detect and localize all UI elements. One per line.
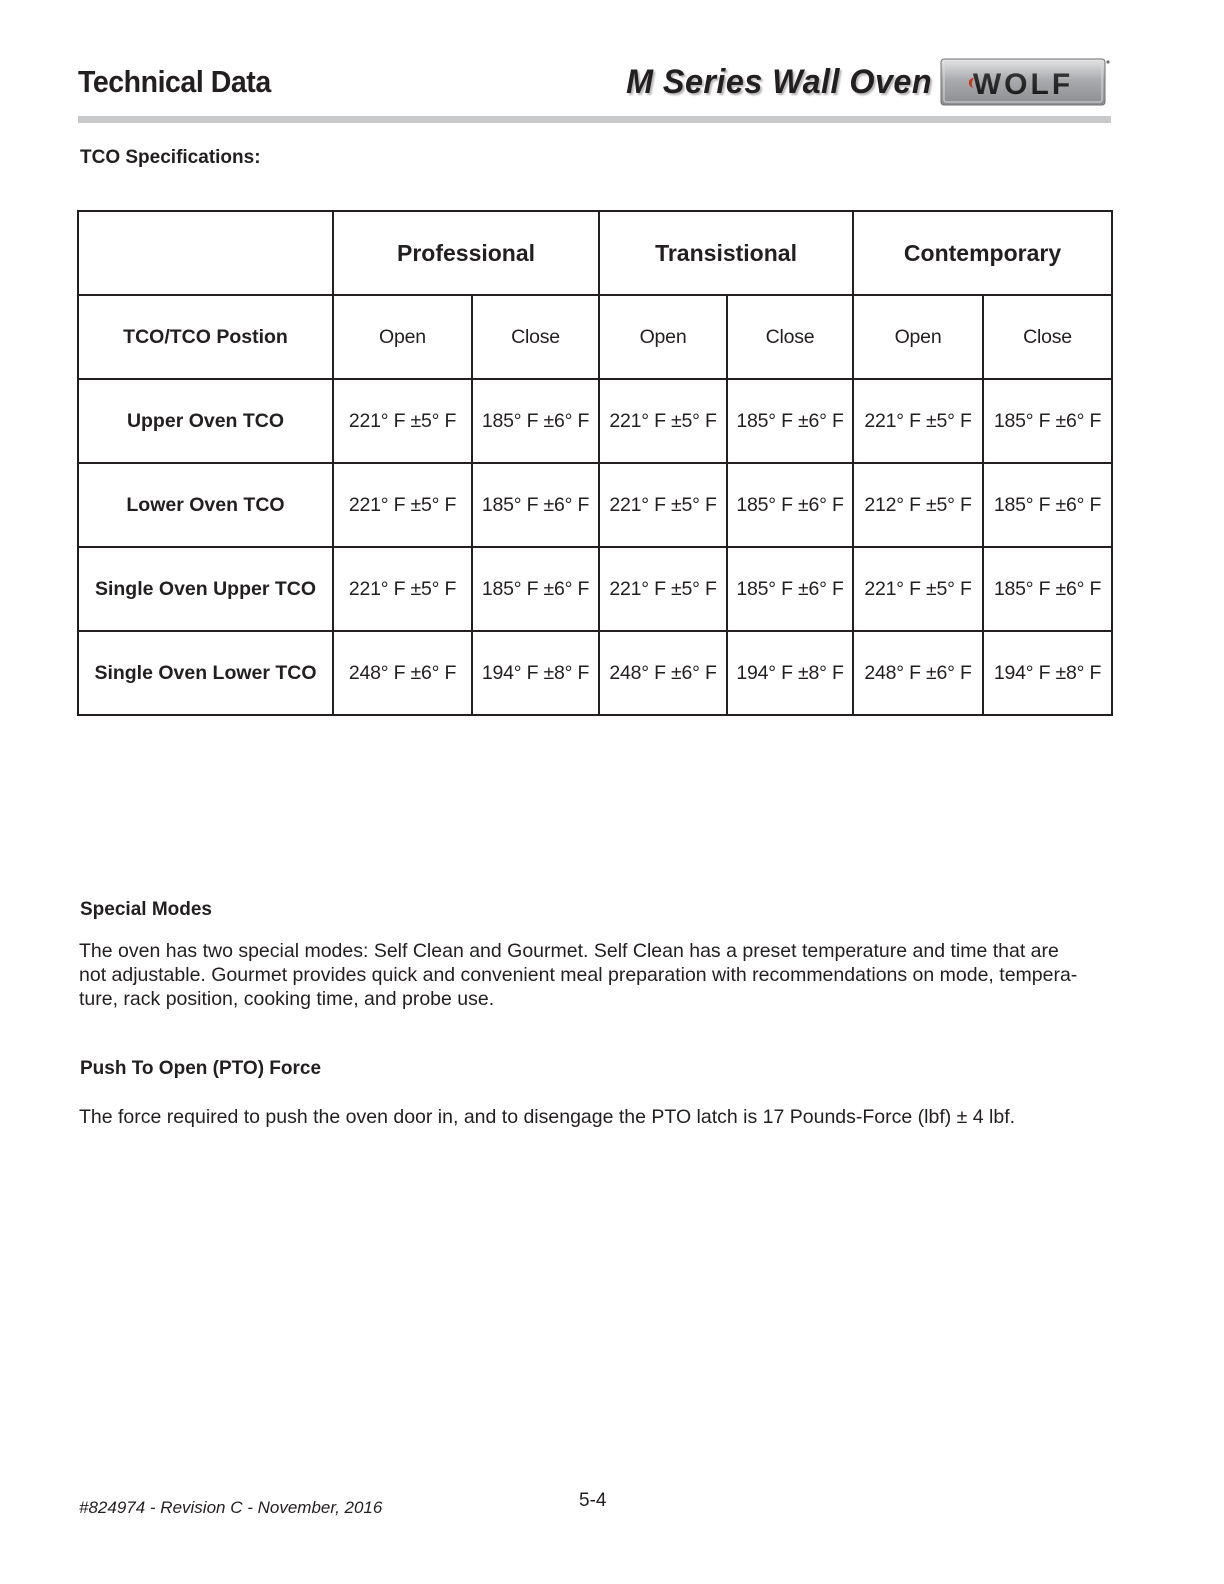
- special-modes-paragraph: [79, 939, 1119, 1011]
- header-rule: [78, 116, 1111, 123]
- table-cell: 185° F ±6° F: [983, 547, 1112, 631]
- pto-force-paragraph: The force required to push the oven door in, and to disengage the PTO latch is 17 Pounds-Force (lbf) ± 4 lbf.: [79, 1106, 1016, 1128]
- tco-specifications-heading: TCO Specifications:: [80, 147, 261, 168]
- paragraph-line: ture, rack position, cooking time, and probe use.: [79, 988, 495, 1010]
- special-modes-heading: Special Modes: [80, 899, 212, 920]
- row-label: Upper Oven TCO: [78, 379, 333, 463]
- table-cell: 248° F ±6° F: [853, 631, 983, 715]
- table-cell: 185° F ±6° F: [472, 547, 599, 631]
- table-cell: Open: [333, 295, 472, 379]
- table-cell: Close: [983, 295, 1112, 379]
- paragraph-line: not adjustable. Gourmet provides quick and convenient meal preparation with recommendations on mode, tempera-: [79, 964, 1078, 986]
- row-label: Single Oven Upper TCO: [78, 547, 333, 631]
- tco-specifications-table: [77, 210, 1113, 716]
- table-cell: 185° F ±6° F: [983, 463, 1112, 547]
- page-section-title: Technical Data: [78, 64, 271, 99]
- table-corner-cell: [78, 211, 333, 295]
- product-title: M Series Wall Oven: [626, 62, 932, 101]
- group-professional: Professional: [333, 211, 599, 295]
- table-cell: 185° F ±6° F: [472, 463, 599, 547]
- group-contemporary: Contemporary: [853, 211, 1112, 295]
- table-cell: 221° F ±5° F: [599, 547, 727, 631]
- table-cell: 248° F ±6° F: [333, 631, 472, 715]
- table-cell: 221° F ±5° F: [333, 463, 472, 547]
- table-cell: 185° F ±6° F: [727, 547, 853, 631]
- row-label: Single Oven Lower TCO: [78, 631, 333, 715]
- table-cell: 194° F ±8° F: [472, 631, 599, 715]
- table-cell: 185° F ±6° F: [983, 379, 1112, 463]
- table-row: [78, 463, 1112, 547]
- table-row: [78, 547, 1112, 631]
- wolf-logo: [940, 58, 1110, 106]
- table-cell: Open: [853, 295, 983, 379]
- table-cell: 185° F ±6° F: [472, 379, 599, 463]
- document-revision: #824974 - Revision C - November, 2016: [79, 1498, 383, 1517]
- table-group-header-row: [78, 211, 1112, 295]
- table-cell: 212° F ±5° F: [853, 463, 983, 547]
- table-cell: 248° F ±6° F: [599, 631, 727, 715]
- table-cell: Close: [727, 295, 853, 379]
- table-cell: 221° F ±5° F: [853, 379, 983, 463]
- page-number: 5-4: [579, 1490, 607, 1511]
- table-cell: 194° F ±8° F: [727, 631, 853, 715]
- table-cell: 221° F ±5° F: [599, 379, 727, 463]
- table-cell: 185° F ±6° F: [727, 379, 853, 463]
- table-row: [78, 631, 1112, 715]
- table-cell: 221° F ±5° F: [333, 379, 472, 463]
- table-cell: 221° F ±5° F: [853, 547, 983, 631]
- group-transistional: Transistional: [599, 211, 853, 295]
- table-cell: Close: [472, 295, 599, 379]
- svg-text:WOLF: WOLF: [972, 68, 1074, 101]
- paragraph-line: The oven has two special modes: Self Clean and Gourmet. Self Clean has a preset temperature and time that are: [79, 940, 1059, 962]
- pto-force-heading: Push To Open (PTO) Force: [80, 1058, 322, 1079]
- page-header-brand: [610, 58, 1110, 106]
- table-cell: 221° F ±5° F: [599, 463, 727, 547]
- table-row-position: [78, 295, 1112, 379]
- table-row: [78, 379, 1112, 463]
- table-cell: 194° F ±8° F: [983, 631, 1112, 715]
- table-cell: 221° F ±5° F: [333, 547, 472, 631]
- table-cell: 185° F ±6° F: [727, 463, 853, 547]
- table-cell: Open: [599, 295, 727, 379]
- row-label: TCO/TCO Postion: [78, 295, 333, 379]
- row-label: Lower Oven TCO: [78, 463, 333, 547]
